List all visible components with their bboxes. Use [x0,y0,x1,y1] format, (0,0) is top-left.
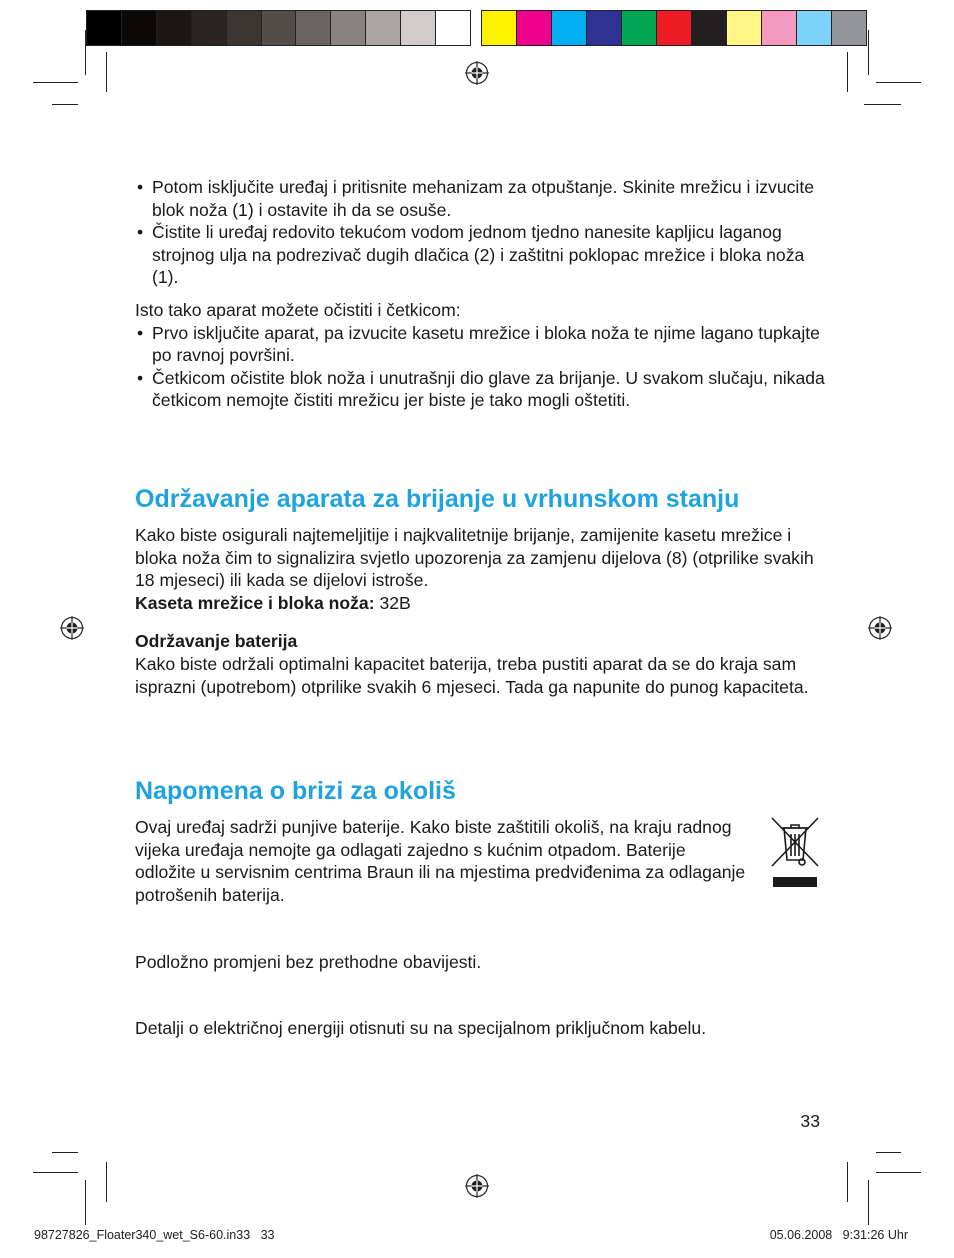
footer-timestamp: 05.06.2008 9:31:26 Uhr [769,1228,908,1242]
color-swatch [227,11,262,45]
color-swatch [331,11,366,45]
color-swatch [517,11,552,45]
part-label: Kaseta mrežice i bloka noža: [135,592,375,613]
registration-mark-icon [465,1174,489,1198]
registration-mark-icon [60,616,84,640]
crop-mark [876,82,921,83]
crop-mark [33,1172,78,1173]
note-electrical-details: Detalji o električnoj energiji otisnuti su na specijalnom priključnom kabelu. [135,1018,707,1038]
color-swatch [401,11,436,45]
crop-mark [868,1180,869,1225]
maintenance-section [135,484,825,698]
bullet-list [135,322,825,412]
crop-mark [868,30,869,75]
color-swatch [832,11,866,45]
crop-mark [52,104,78,105]
color-swatch [552,11,587,45]
color-swatch [366,11,401,45]
section-body: Kako biste osigurali najtemeljitije i najkvalitetnije brijanje, zamijenite kasetu mrežice i bloka noža čim to signalizira svjetlo upozorenja za zamjenu dijelova (8) (otprilike svakih 18 mjeseci) ili kada se dijelovi istroše. [135,525,814,591]
color-swatch [482,11,517,45]
color-swatch [727,11,762,45]
section-heading: Napomena o brizi za okoliš [135,777,456,805]
color-swatch [587,11,622,45]
part-value: 32B [379,592,411,613]
list-item: • Čistite li uređaj redovito tekućom vodom jednom tjedno nanesite kapljicu laganog strojnog ulja na podrezivač dugih dlačica (2) i zaštitni poklopac mrežice i bloka noža (1). [135,221,825,289]
color-swatch [87,11,122,45]
cleaning-instructions [135,176,825,412]
bullet-list [135,176,825,289]
section-heading: Održavanje aparata za brijanje u vrhunskom stanju [135,485,740,513]
crop-mark [864,104,901,105]
crop-mark [847,52,848,92]
color-swatch [157,11,192,45]
part-number [135,592,825,615]
color-swatch [762,11,797,45]
crop-mark [52,1152,78,1153]
registration-mark-icon [465,61,489,85]
color-swatch [657,11,692,45]
crop-mark [876,1172,921,1173]
subheading: Održavanje baterija [135,631,298,652]
process-color-calibration-bar [481,10,867,46]
page-number: 33 [800,1111,820,1131]
color-swatch [122,11,157,45]
crop-mark [33,82,78,83]
grayscale-calibration-bar [86,10,471,46]
crop-mark [106,1162,107,1202]
crop-mark [85,1180,86,1225]
crossed-out-wheelie-bin-icon [770,816,820,888]
color-swatch [296,11,331,45]
list-item: • Potom isključite uređaj i pritisnite mehanizam za otpuštanje. Skinite mrežicu i izvucite blok noža (1) i ostavite ih da se osuše. [135,176,825,221]
color-swatch [692,11,727,45]
section-body: Ovaj uređaj sadrži punjive baterije. Kako biste zaštitili okoliš, na kraju radnog vijeka uređaja nemojte ga odlagati zajedno s kućnim otpadom. Baterije odložite u servisnim centrima Braun ili na mjestima predviđenima za odlaganje potrošenih baterija. [135,817,746,905]
note-subject-to-change: Podložno promjeni bez prethodne obavijesti. [135,952,482,972]
brush-intro: Isto tako aparat možete očistiti i četkicom: [135,299,461,320]
list-item: • Četkicom očistite blok noža i unutrašnji dio glave za brijanje. U svakom slučaju, nikada četkicom nemojte čistiti mrežicu jer biste je tako mogli oštetiti. [135,367,825,412]
color-swatch [622,11,657,45]
color-swatch [436,11,470,45]
color-swatch [262,11,297,45]
battery-body: Kako biste održali optimalni kapacitet baterija, treba pustiti aparat da se do kraja sam isprazni (upotrebom) otprilike svakih 6 mjeseci. Tada ga napunite do punog kapaciteta. [135,653,809,697]
crop-mark [847,1162,848,1202]
color-swatch [797,11,832,45]
crop-mark [106,52,107,92]
crop-mark [876,1152,901,1153]
environment-section [135,776,825,906]
list-item: • Prvo isključite aparat, pa izvucite kasetu mrežice i bloka noža te njime lagano tupkajte po ravnoj površini. [135,322,825,367]
crop-mark [85,30,86,75]
footer-file-info: 98727826_Floater340_wet_S6-60.in33 33 [34,1228,275,1242]
color-swatch [192,11,227,45]
registration-mark-icon [868,616,892,640]
